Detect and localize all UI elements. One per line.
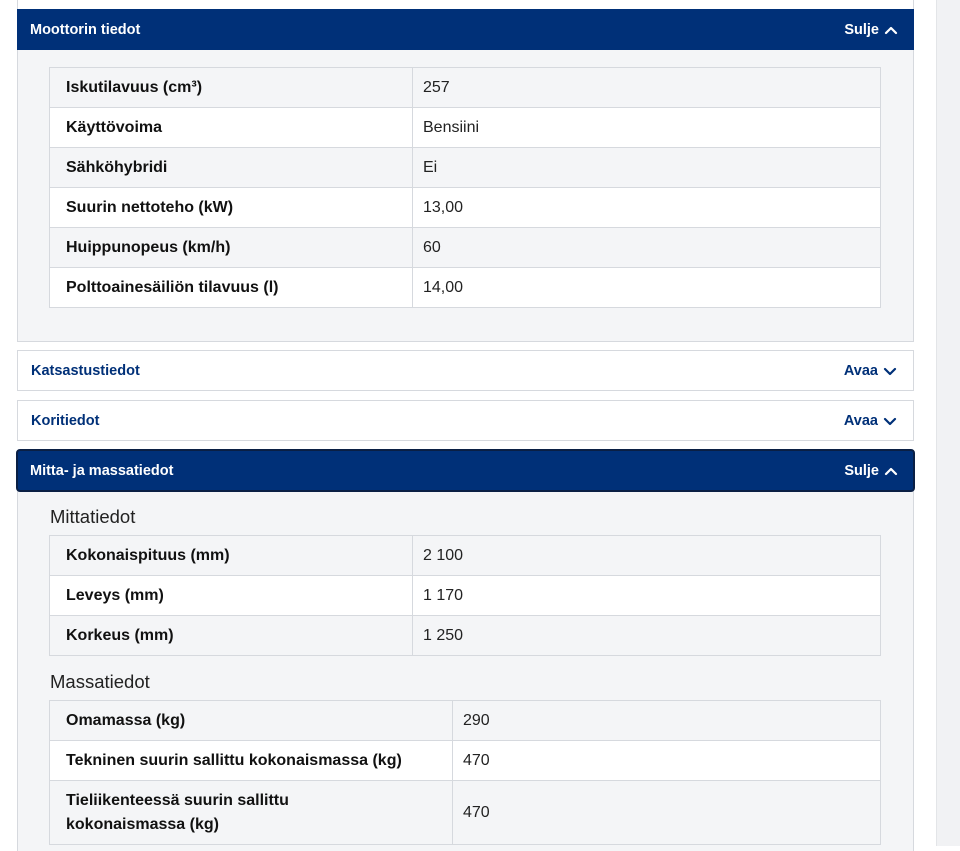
mass-heading: Massatiedot <box>50 671 150 692</box>
engine-toggle-label: Sulje <box>844 21 879 38</box>
engine-table <box>49 67 881 308</box>
body-info-expand-toggle[interactable] <box>844 413 897 429</box>
row-value: Bensiini <box>413 108 881 148</box>
row-label: Tekninen suurin sallittu kokonaismassa (kg) <box>50 741 453 781</box>
dimensions-section-header[interactable] <box>17 450 914 491</box>
row-value: 13,00 <box>413 188 881 228</box>
mass-table <box>49 700 881 845</box>
row-label: Huippunopeus (km/h) <box>50 228 413 268</box>
measure-table <box>49 535 881 656</box>
engine-section-header[interactable] <box>17 9 914 50</box>
table-row <box>50 616 881 656</box>
row-value: 290 <box>453 701 881 741</box>
inspection-section-header[interactable] <box>17 350 914 391</box>
body-info-section-header[interactable] <box>17 400 914 441</box>
table-row <box>50 268 881 308</box>
row-label: Kokonaispituus (mm) <box>50 536 413 576</box>
table-row <box>50 68 881 108</box>
row-value: 470 <box>453 781 881 845</box>
body-info-section <box>17 400 914 441</box>
row-label: Omamassa (kg) <box>50 701 453 741</box>
row-label: Leveys (mm) <box>50 576 413 616</box>
inspection-toggle-label: Avaa <box>843 362 878 379</box>
row-value: 1 250 <box>413 616 881 656</box>
row-value: 60 <box>413 228 881 268</box>
chevron-down-icon <box>883 414 897 428</box>
table-row <box>50 701 881 741</box>
inspection-section-title: Katsastustiedot <box>31 362 140 379</box>
dimensions-section-body <box>17 491 914 851</box>
row-label: Korkeus (mm) <box>50 616 413 656</box>
chevron-up-icon <box>884 464 898 478</box>
row-label: Iskutilavuus (cm³) <box>50 68 413 108</box>
dimensions-toggle-label: Sulje <box>844 462 879 479</box>
row-label: Suurin nettoteho (kW) <box>50 188 413 228</box>
inspection-expand-toggle[interactable] <box>844 363 897 379</box>
row-value: 14,00 <box>413 268 881 308</box>
engine-section <box>17 9 914 342</box>
dimensions-section <box>17 450 914 851</box>
table-row <box>50 148 881 188</box>
measure-heading: Mittatiedot <box>50 506 136 527</box>
table-row <box>50 108 881 148</box>
row-value: 257 <box>413 68 881 108</box>
row-label: Käyttövoima <box>50 108 413 148</box>
row-label: Polttoainesäiliön tilavuus (l) <box>50 268 413 308</box>
engine-section-body <box>17 50 914 342</box>
engine-section-title: Moottorin tiedot <box>30 21 141 38</box>
table-row <box>50 228 881 268</box>
row-value: 470 <box>453 741 881 781</box>
chevron-up-icon <box>884 23 898 37</box>
dimensions-section-title: Mitta- ja massatiedot <box>30 462 174 479</box>
inspection-section <box>17 350 914 391</box>
table-row <box>50 781 881 845</box>
chevron-down-icon <box>883 364 897 378</box>
engine-collapse-toggle[interactable] <box>844 22 898 38</box>
table-row <box>50 536 881 576</box>
body-info-toggle-label: Avaa <box>843 412 878 429</box>
body-info-section-title: Koritiedot <box>31 412 100 429</box>
row-label: Tieliikenteessä suurin sallittu kokonaismassa (kg) <box>50 781 453 845</box>
row-value: Ei <box>413 148 881 188</box>
table-row <box>50 188 881 228</box>
page-scroll-gutter <box>936 0 960 846</box>
row-label: Sähköhybridi <box>50 148 413 188</box>
dimensions-collapse-toggle[interactable] <box>844 463 898 479</box>
table-row <box>50 576 881 616</box>
table-row <box>50 741 881 781</box>
previous-section-edge <box>17 0 914 9</box>
row-value: 2 100 <box>413 536 881 576</box>
row-value: 1 170 <box>413 576 881 616</box>
